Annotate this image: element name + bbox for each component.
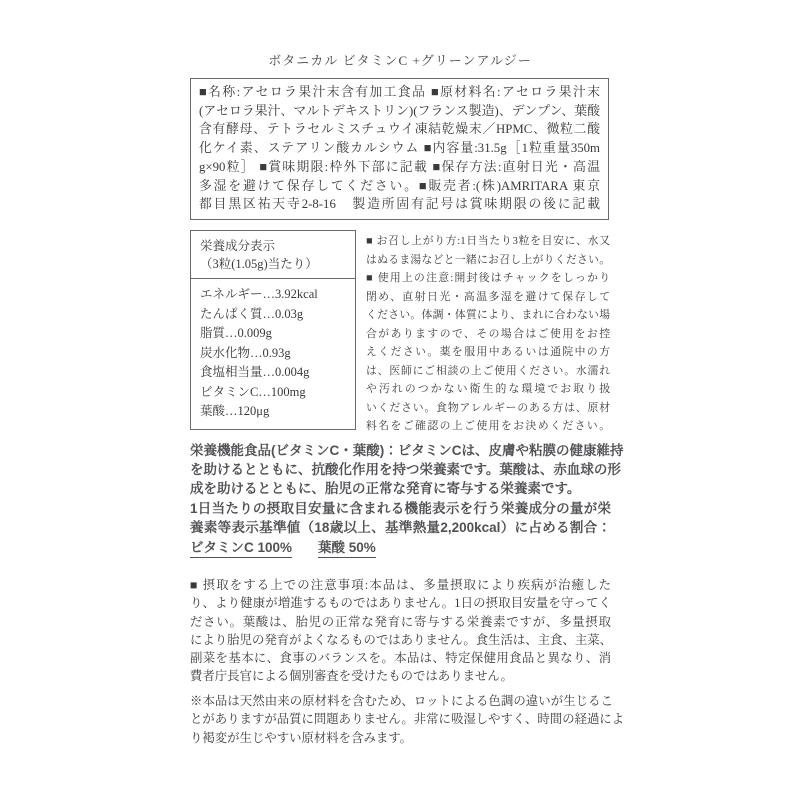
text-line: いください。食物アレルギーのある方は、原材 (366, 401, 610, 414)
text-line: 合がありますので、その場合はご使用をお控 (366, 327, 610, 340)
nutrition-row-folate: 葉酸…120μg (200, 404, 270, 418)
text-line: り褐変が生じやすい原材料を含みます。 (190, 730, 413, 745)
text-line: や汚れのつかない衛生的な環境でお取り扱 (366, 383, 610, 395)
nutrition-row-carbohydrate: 炭水化物…0.93g (200, 345, 291, 360)
usage-notes-column (366, 232, 610, 436)
dot-leader: … (225, 404, 238, 418)
dot-leader: … (262, 287, 276, 301)
text-line: 1日当たりの摂取目安量に含まれる機能表示を行う栄養成分の量が栄 (190, 501, 611, 516)
text-line: ■ お召し上がり方:1日当たり3粒を目安に、水又 (366, 235, 610, 247)
nutrition-facts-rows (191, 279, 355, 429)
dot-leader: … (262, 365, 276, 379)
text-line: を助けるとともに、抗酸化作用を持つ栄養素です。葉酸は、赤血球の形 (190, 462, 621, 478)
nutrition-row-fat: 脂質…0.009g (200, 326, 272, 340)
dot-leader: … (262, 306, 276, 321)
text-line: 多湿を避けて保存してください。■販売者:(株)AMRITARA 東京 (199, 178, 600, 193)
quality-note-paragraph (190, 692, 625, 747)
text-line: g×90粒］ ■賞味期限:枠外下部に記載 ■保存方法:直射日光・高温 (199, 159, 600, 174)
text-line: 化ケイ素、ステアリン酸カルシウム ■内容量:31.5g［1粒重量350m (199, 141, 600, 156)
text-line: ■ 摂取をする上での注意事項:本品は、多量摂取により疾病が治癒した (190, 578, 611, 592)
text-line: ■ 使用上の注意:開封後はチャックをしっかり (366, 272, 610, 284)
folic-acid-ratio: 葉酸 50% (318, 540, 376, 558)
text-line: 成を助けるとともに、胎児の正常な発育に寄与する栄養素です。 (190, 481, 581, 497)
product-title: ボタニカル ビタミンC +グリーンアルジー (268, 53, 532, 68)
product-info-box (190, 78, 609, 220)
nutrition-facts-header (191, 231, 355, 279)
text-line: 閉め、直射日光・高温多湿を避けて保存して (366, 290, 610, 303)
text-line: えください。薬を服用中あるいは通院中の方 (366, 346, 610, 358)
text-line: はぬるま湯などと一緒にお召し上がりください。 (366, 253, 610, 266)
text-line: 料名をご確認の上ご使用をお決めください。 (366, 420, 610, 432)
text-line: 費者庁長官による個別審査を受けたものではありません。 (190, 669, 513, 684)
text-line: ■名称:アセロラ果汁末含有加工食品 ■原材料名:アセロラ果汁末 (199, 85, 600, 99)
text-line: とがありますが品質に問題ありません。非常に吸湿しやすく、時間の経過によ (190, 712, 625, 727)
intake-warning-paragraph (190, 576, 611, 686)
nutrition-row-protein: たんぱく質…0.03g (200, 306, 304, 321)
nutrition-row-salt: 食塩相当量…0.004g (200, 365, 310, 379)
text-line: 養素等表示基準値（18歳以上、基準熱量2,200kcal）に占める割合： (190, 520, 611, 536)
dot-leader: … (225, 326, 238, 340)
text-line: 都目黒区祐天寺2-8-16 製造所固有記号は賞味期限の後に記載 (199, 197, 600, 212)
text-line: ※本品は天然由来の原材料を含むため、ロットによる色調の違いが生じるこ (190, 694, 613, 708)
text-line: ください。体調・体質により、まれに合わない場 (366, 309, 610, 321)
text-line: り、より健康が増進するものではありません。1日の摂取目安量を守ってく (190, 596, 611, 611)
function-claim-paragraph (190, 441, 624, 499)
nutrition-row-vitamin-c: ビタミンC…100mg (200, 384, 306, 399)
dot-leader: … (250, 345, 263, 360)
text-line: 栄養機能食品(ビタミンC・葉酸)：ビタミンCは、皮膚や粘膜の健康維持 (190, 443, 624, 458)
nutrient-ratio-line (190, 538, 611, 557)
text-line: により胎児の発育がよくなるものではありません。食生活は、主食、主菜、 (190, 632, 613, 647)
nutrition-facts-box (190, 230, 356, 430)
vitamin-c-ratio: ビタミンC 100% (190, 540, 292, 558)
dot-leader: … (258, 384, 271, 399)
text-line: 含有酵母、テトラセルミスチュウイ凍結乾燥末／HPMC、微粒二酸 (199, 122, 600, 137)
text-line: ださい。葉酸は、胎児の正常な発育に寄与する栄養素ですが、多量摂取 (190, 614, 611, 629)
nutrition-facts-title: 栄養成分表示 (200, 239, 276, 253)
nutrition-row-energy: エネルギー…3.92kcal (200, 287, 318, 301)
daily-ratio-paragraph (190, 499, 611, 558)
text-line: 副菜を基本に、食事のバランスを。本品は、特定保健用食品と異なり、消 (190, 651, 611, 666)
text-line: (アセロラ果汁、マルトデキストリン)(フランス製造)、デンプン、葉酸 (199, 103, 600, 118)
text-line: は、医師にご相談の上ご使用ください。水濡れ (366, 364, 610, 377)
nutrition-facts-subtitle: （3粒(1.05g)当たり） (200, 257, 318, 271)
